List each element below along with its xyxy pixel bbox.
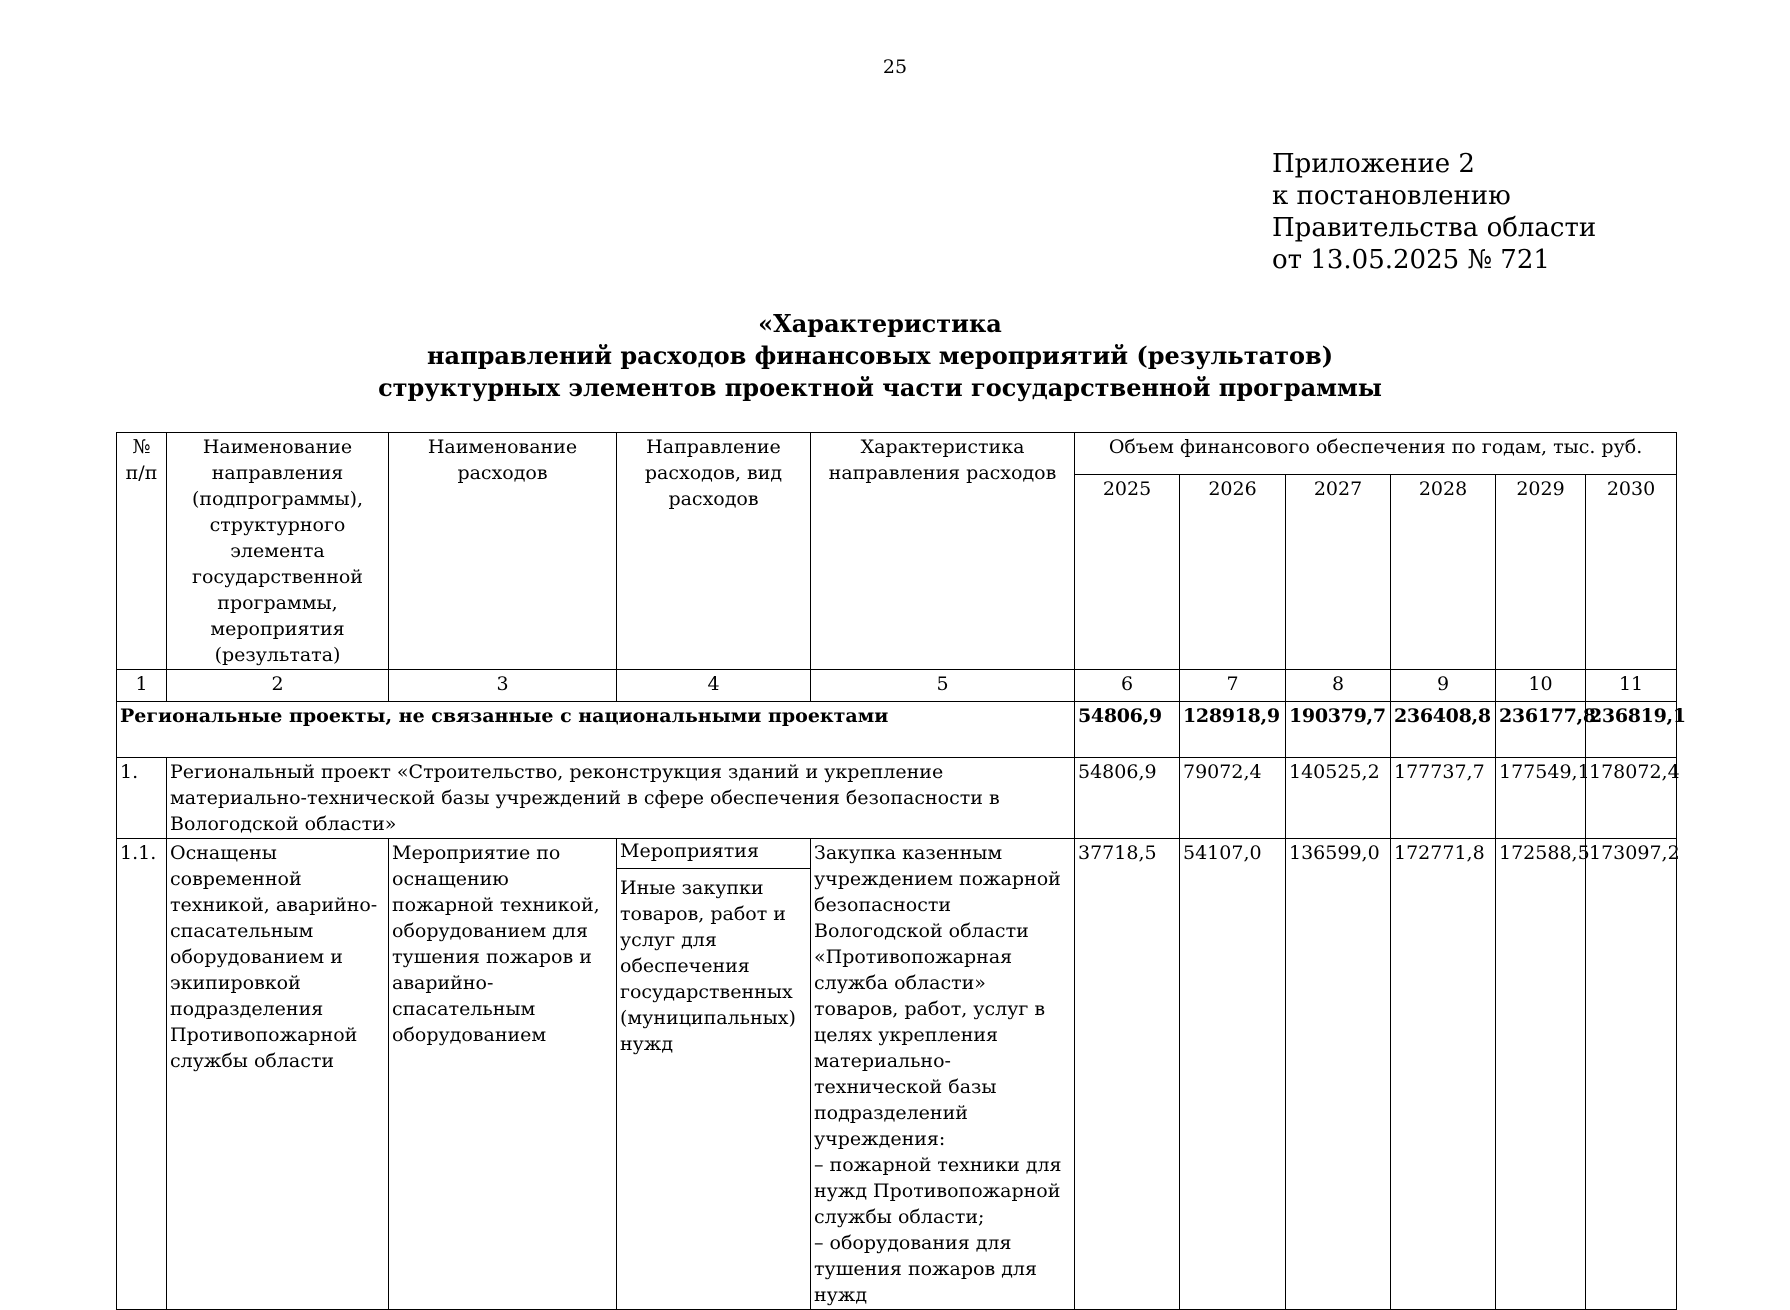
row-characteristic [811, 839, 1075, 1310]
table-row [117, 758, 1677, 839]
expense-direction-top: Мероприятия [617, 838, 810, 869]
column-number: 7 [1180, 670, 1286, 702]
appendix-line: Приложение 2 [1272, 149, 1475, 179]
row-num: 1.1. [117, 839, 167, 1310]
row-num: 1. [117, 758, 167, 839]
row-value: 172771,8 [1391, 839, 1496, 1310]
row-value: 54806,9 [1075, 758, 1180, 839]
row-expense-direction [617, 839, 811, 1310]
row-value: 37718,5 [1075, 839, 1180, 1310]
row-value: 173097,2 [1586, 839, 1677, 1310]
row-direction-name: Оснащены современной техникой, аварийно-спасательным оборудованием и экипировкой подразделения Противопожарной службы области [167, 839, 389, 1310]
row-value: 177737,7 [1391, 758, 1496, 839]
column-number: 1 [117, 670, 167, 702]
column-number-row [117, 670, 1677, 702]
appendix-line: от 13.05.2025 № 721 [1272, 245, 1550, 275]
header-characteristic: Характеристика направления расходов [811, 433, 1075, 670]
section-value: 236177,8 [1496, 702, 1586, 758]
header-year: 2027 [1286, 474, 1391, 669]
section-value: 190379,7 [1286, 702, 1391, 758]
title-line: направлений расходов финансовых мероприятий (результатов) [426, 341, 1334, 370]
row-value: 79072,4 [1180, 758, 1286, 839]
section-value: 128918,9 [1180, 702, 1286, 758]
row-value: 136599,0 [1286, 839, 1391, 1310]
header-expense-name: Наименование расходов [389, 433, 617, 670]
appendix-line: Правительства области [1272, 213, 1597, 243]
title-line: структурных элементов проектной части государственной программы [378, 373, 1382, 402]
header-year: 2028 [1391, 474, 1496, 669]
header-funding: Объем финансового обеспечения по годам, тыс. руб. [1075, 433, 1677, 475]
characteristic-line: Закупка казенным учреждением пожарной безопасности Вологодской области «Противопожарная служба области» товаров, работ, услуг в целях укрепления материально-технической базы подразделений учреждения: [814, 842, 1061, 1150]
header-year: 2030 [1586, 474, 1677, 669]
table-row [117, 839, 1677, 1310]
row-value: 177549,1 [1496, 758, 1586, 839]
column-number: 3 [389, 670, 617, 702]
column-number: 6 [1075, 670, 1180, 702]
header-row [117, 433, 1677, 475]
title-line: «Характеристика [758, 309, 1002, 338]
row-project-name: Региональный проект «Строительство, реконструкция зданий и укрепление материально-технической базы учреждений в сфере обеспечения безопасности в Вологодской области» [167, 758, 1075, 839]
row-value: 172588,5 [1496, 839, 1586, 1310]
column-number: 9 [1391, 670, 1496, 702]
row-value: 54107,0 [1180, 839, 1286, 1310]
document-title [180, 308, 1580, 404]
appendix-block [1272, 148, 1596, 276]
expense-direction-bottom: Иные закупки товаров, работ и услуг для обеспечения государственных (муниципальных) нужд [620, 877, 796, 1055]
header-year: 2026 [1180, 474, 1286, 669]
column-number: 4 [617, 670, 811, 702]
section-row [117, 702, 1677, 758]
section-label: Региональные проекты, не связанные с национальными проектами [117, 702, 1075, 758]
header-direction-name: Наименование направления (подпрограммы), структурного элемента государственной программы, мероприятия (результата) [167, 433, 389, 670]
header-num: № п/п [117, 433, 167, 670]
column-number: 5 [811, 670, 1075, 702]
header-year: 2029 [1496, 474, 1586, 669]
page-number: 25 [882, 56, 908, 78]
section-value: 236408,8 [1391, 702, 1496, 758]
characteristic-line: – оборудования для тушения пожаров для нужд [814, 1232, 1037, 1306]
header-year: 2025 [1075, 474, 1180, 669]
characteristic-line: – пожарной техники для нужд Противопожарной службы области; [814, 1154, 1062, 1228]
column-number: 10 [1496, 670, 1586, 702]
section-value: 54806,9 [1075, 702, 1180, 758]
column-number: 2 [167, 670, 389, 702]
row-value: 178072,4 [1586, 758, 1677, 839]
column-number: 8 [1286, 670, 1391, 702]
row-value: 140525,2 [1286, 758, 1391, 839]
section-value: 236819,1 [1586, 702, 1677, 758]
expenses-table [116, 432, 1686, 1310]
column-number: 11 [1586, 670, 1677, 702]
row-expense-name: Мероприятие по оснащению пожарной техникой, оборудованием для тушения пожаров и аварийно-спасательным оборудованием [389, 839, 617, 1310]
header-expense-direction: Направление расходов, вид расходов [617, 433, 811, 670]
appendix-line: к постановлению [1272, 181, 1511, 211]
